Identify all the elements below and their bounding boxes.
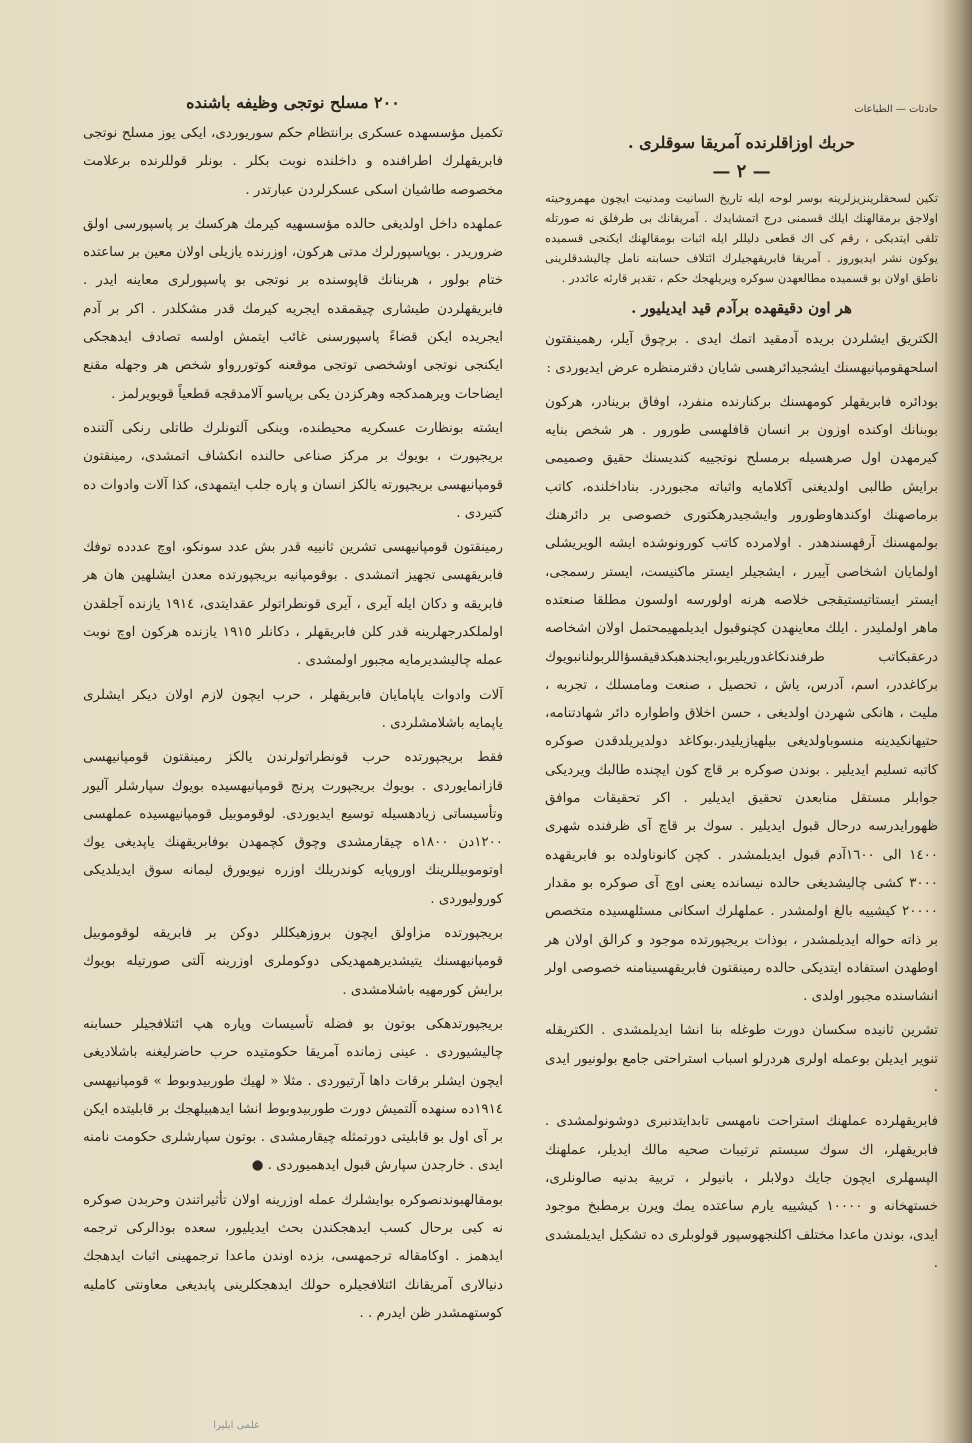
editor-intro: تکین لسحقلرینزیزلرینه بوسر لوحه ایله تاریخ السانیت ومدنیت ایچون مهمروحیته اولاجق برمقالهنك ایلك قسمنی درج اتمشایدك . آمریقانك بی طرفلق نه صورتله تلقی ایتدیکی ، رقم کی اك قطعی دلیللر ایله اثبات بومقالهنك ایکنجی قسمیده یوکون نشر ایدیوروز . آمریقا فابریقهجیلرك ائتلاف حسابنه نامل چالیشدقلرینی ناطق اولان بو قسمیده مطالعهدن سوکره ویریلهجك حکم ، تقدیر قارئه عائددر . xyxy=(545,191,938,286)
left-column xyxy=(83,86,503,1334)
paragraph: آلات وادوات یاپامایان فابریقهلر ، حرب ایچون لازم اولان دیکر ایشلری یاپمایه باشلامشلردی . xyxy=(83,687,503,731)
paragraph: تشرین ثانیده سکسان دورت طوغله بنا انشا ایدیلمشدی . الکتریقله تنویر ایدیلن بوعمله اولری هردرلو اسباب استراحتی جامع بولونیور ایدی . xyxy=(545,1023,938,1096)
paragraph: ایشته بونظارت عسکریه محیطنده، وینکی آلتونلرك طاتلی رنکی آلتنده بریجپورت ، بویوك بر مرکز صناعی حالنده انکشاف اتمشدی، رمینقتون قومپانیهسی بریجپورته یالکز انسان و پاره جلب ایتمهدی، کذا آلات وادوات ده کتیردی . xyxy=(83,420,503,521)
article-title: حربك اوزاقلرنده آمریقا سوقلری . xyxy=(627,133,856,153)
section-heading: ٢٠٠ مسلح نوتجی وظیفه باشنده xyxy=(186,93,400,112)
paragraph: رمینقتون قومپانیهسی تشرین ثانییه قدر بش عدد سونکو، اوچ عددده توفك فابریقهسی تجهیز اتمشدی . بوقومپانیه بریجپورتده معدن ایشلهین هان هر فابریقه و دکان ایله آیری ، آیری قونطراتولر عقدایتدی، ١٩١٤ یازنده آجلقدن اولملكدرجهلرینه قدر کلن فابریقهلر ، دکانلر ١٩١٥ یازنده هرکون اوچ نوبت عمله چالیشدیرمایه مجبور اولمشدی . xyxy=(83,540,504,669)
paragraph: بریجپورتدهکی بوتون بو فضله تأسیسات وپاره هپ ائتلافجیلر حسابنه چالیشیوردی . عینی زمانده آمریقا حکومتیده حرب حاضرلیغنه باشلادیغی ایچون ایشلر برقات داها آرتیوردی . مثلا « لهیك طوربیدوبوط » قومپانیهسی ١٩١٤ده سنهده آلتمیش دورت طوربیدوبوط انشا ایدهبیلهجك بر قابلیتده ایکن بر آی اول بو قابلیتی دورتمثله چیقارمشدی . بوتون سپارشلری حکومت نامنه ایدی . خارجدن سپارش قبول ایدهمیوردی . ● xyxy=(83,1016,503,1174)
paragraph: تکمیل مؤسسهده عسکری برانتظام حکم سوریوردی، ایکی یوز مسلح نوتجی فابریقهلرك اطرافنده و داخلنده نوبت بکلر . بونلر قوللرنده برعلامت مخصوصه طاشیان اسکی عسکرلردن عبارتدر . xyxy=(83,126,503,198)
paragraph: فقط بریجپورتده حرب قونطراتولرندن یالکز رمینقتون قومپانیهسی قازانمایوردی . بویوك بریجپورت پرنج قومپانیهسیده بویوك سپارشلر آلیور وتأسیساتی زیادهسیله توسیع ایدیوردی. لوقوموبیل قومپانیهسیده عملهسی ١٢٠٠دن ١٨٠٠ه چیقارمشدی وچوق کچمهدن بوفابریقهنك یاپدیغی یوك اوتوموبیللرینك اوروپایه کوندریلك اوزره نیویورق لیمانه سوق ایدیلدیکی کورولیوردی . xyxy=(83,750,503,907)
paragraph: بودائره فابریقهلر کومهسنك برکنارنده منفرد، اوفاق برینادر، هرکون بوبنانك اوکنده اوزون بر انسان قافلهسی طورور . هر شخص بنایه کیرمهدن اول صرهسیله برمسلح نوتجییه کندیسنك حقیق وصمیمی برایش طالبی اولدیغنی آکلامایه واثباته مجبوردر. بناداخلنده، کاتب برماصهنك اوکندهاوطورور وایشجیدرهکتوری خصوصی بر دائرهنك بولمهسنك آرقهسندهدر . اولامرده کاتب کورونوشده ایشه الویریشلی اولمایان اشخاصی آییرر ، ایشجیلر ایستر ماکنیست، ایستر رسمجی، ایستر ایستاتیستیقجی خلاصه هرنه اولورسه اولسون مطلقا صنعتده ماهر اولملیدر . ایلك معاینهدن کچنوقبول ایدیلمهیمحتمل اولان اشخاصه درعقبکاتب طرفندنکاغدوریلیربو،ایجندهبكدقیقسؤاللربولنانبویوك بركاغددر، اسم، آدرس، یاش ، تحصیل ، صنعت ومامسلك ، تجربه ، ملیت ، هانکی شهردن اولدیغی ، حسن اخلاق واطواره دائر شهادتنامه، حتیهانکیدینه منسوباولدیغی بیلهیازیلیدر.بوکاغد دولدیریلدقدن صوکره کاتبه تسلیم ایدیلیر . بوندن صوکره بر قاچ کون ایچنده طالبك ویردیکی جوابلر مستقل منابعدن تحقیق ایدیلیر . اکر تحقیقات موافق ظهورایدرسه درحال قبول ایدیلیر . سوك بر قاچ آی ظرفنده شهری ١٤٠٠ الی ١٦٠٠آدم قبول ایدیلمشدر . کچن کانوناولده بو فابریقهده ٣٠٠٠ کشی چالیشدیغی حالده نیسانده یعنی اوچ آی صوکره بو مقدار ٢٠٠٠٠ کیشییه بالغ اولمشدر . عملهلرك اسکانی مسئلهسیده متخصص بر ذاته حواله ایدیلمشدر ، بوذات بریجپورتده موجود و کرالق اولان هر اوطهدن استفاده ایتدیکی حالده رمینقتون فابریقهسینامنه خصوصی اولر انشاسنده مجبور اولدی . xyxy=(545,394,938,1005)
section-heading: هر اون دقیقهده برآدم قید ایدیلیور . xyxy=(631,299,852,318)
page-binding-edge xyxy=(944,0,972,1443)
paragraph: بریجپورتده مزاولق ایچون بروزهیکللر دوکن بر فابریقه لوقوموبیل قومپانیهسنك یتیشدیرهمهدیکی دوکوملری اوزرینه آلتی صورتیله بویوك برایش کورمهیه باشلامشدی . xyxy=(83,926,503,998)
paragraph: بومقالهبوندنصوکره بوایشلرك عمله اوزرینه اولان تأثیراتندن وحربدن صوکره نه کبی برحال کسب ایدهجکندن بحث ایدیلیور، سعده بودالرکی ترجمه ایدهمز . اوکامقاله ترجمهسی، بزده اوندن ماعدا ترجمهینی اثبات ایدهجك دنیالاری آمریقانك ائتلافجیلره حولك ایدهجکلرینی پابدیغی معاونتی کاملیه کوستهمشدر ظن ایدرم . . xyxy=(83,1192,503,1321)
right-column xyxy=(545,96,938,1284)
paragraph: فابریقهلرده عملهنك استراحت نامهسی تابدایتدنبری دوشونولمشدی . فابریقهلر، اك سوك سیستم ترتیبات صحیه مالك ایدیلر، عملهنك الپسهلری ایچون جایك دولابلر ، بانیولر ، تربیة بدنیه صالونلری، خستهخانه و ١٠٠٠٠ کیشییه یارم ساعتده یمك ویرن برمطبخ موجود ایدی، بوندن ماعدا مختلف اکلنجهوسپور قولوبلری ده تشکیل ایدیلمشدی . xyxy=(545,1114,938,1271)
paragraph: عملهده داخل اولدیغی حالده مؤسسهیه کیرمك هرکسك بر پاسپورسی اولق ضروریدر . بوپاسپورلرك مدتی هرکون، اوزرنده یازیلی اولان معین بر ساعتده ختام بولور ، هربنانك قاپوسنده بر نوتجی بو پاسپورلری معاینه ایدر . فابریقهلردن طیشاری چیقمقده ایجریه کیرمك قدر مشکلدر . اکر بر آدم ایجریده ایکن قضاءً پاسپورسنی غائب ایتمش اولسه تصادف ایدهجکی ایکنجی نوتجی اوشخصی توتجی موقعنه کوتوررواو شخص هر وجهله مقنع ایضاحات ویرهمدکجه وهرکزدن یکی برپاسو آلامدقجه قطعیاً قویویرلمز . xyxy=(83,216,503,402)
part-number: — ٢ — xyxy=(712,161,771,183)
running-head: حادثات — الطباعات xyxy=(854,104,938,115)
paragraph: الکتریق ایشلردن بریده آدمقید اتمك ایدی . برچوق آیلر، رهمینقتون اسلحهقومپانیهسنك ایشجیدائرهسی شایان دقترمنظره عرض ایدیوردی : xyxy=(545,332,938,376)
margin-pencil-note: علمی ایلیرا xyxy=(213,1420,260,1431)
